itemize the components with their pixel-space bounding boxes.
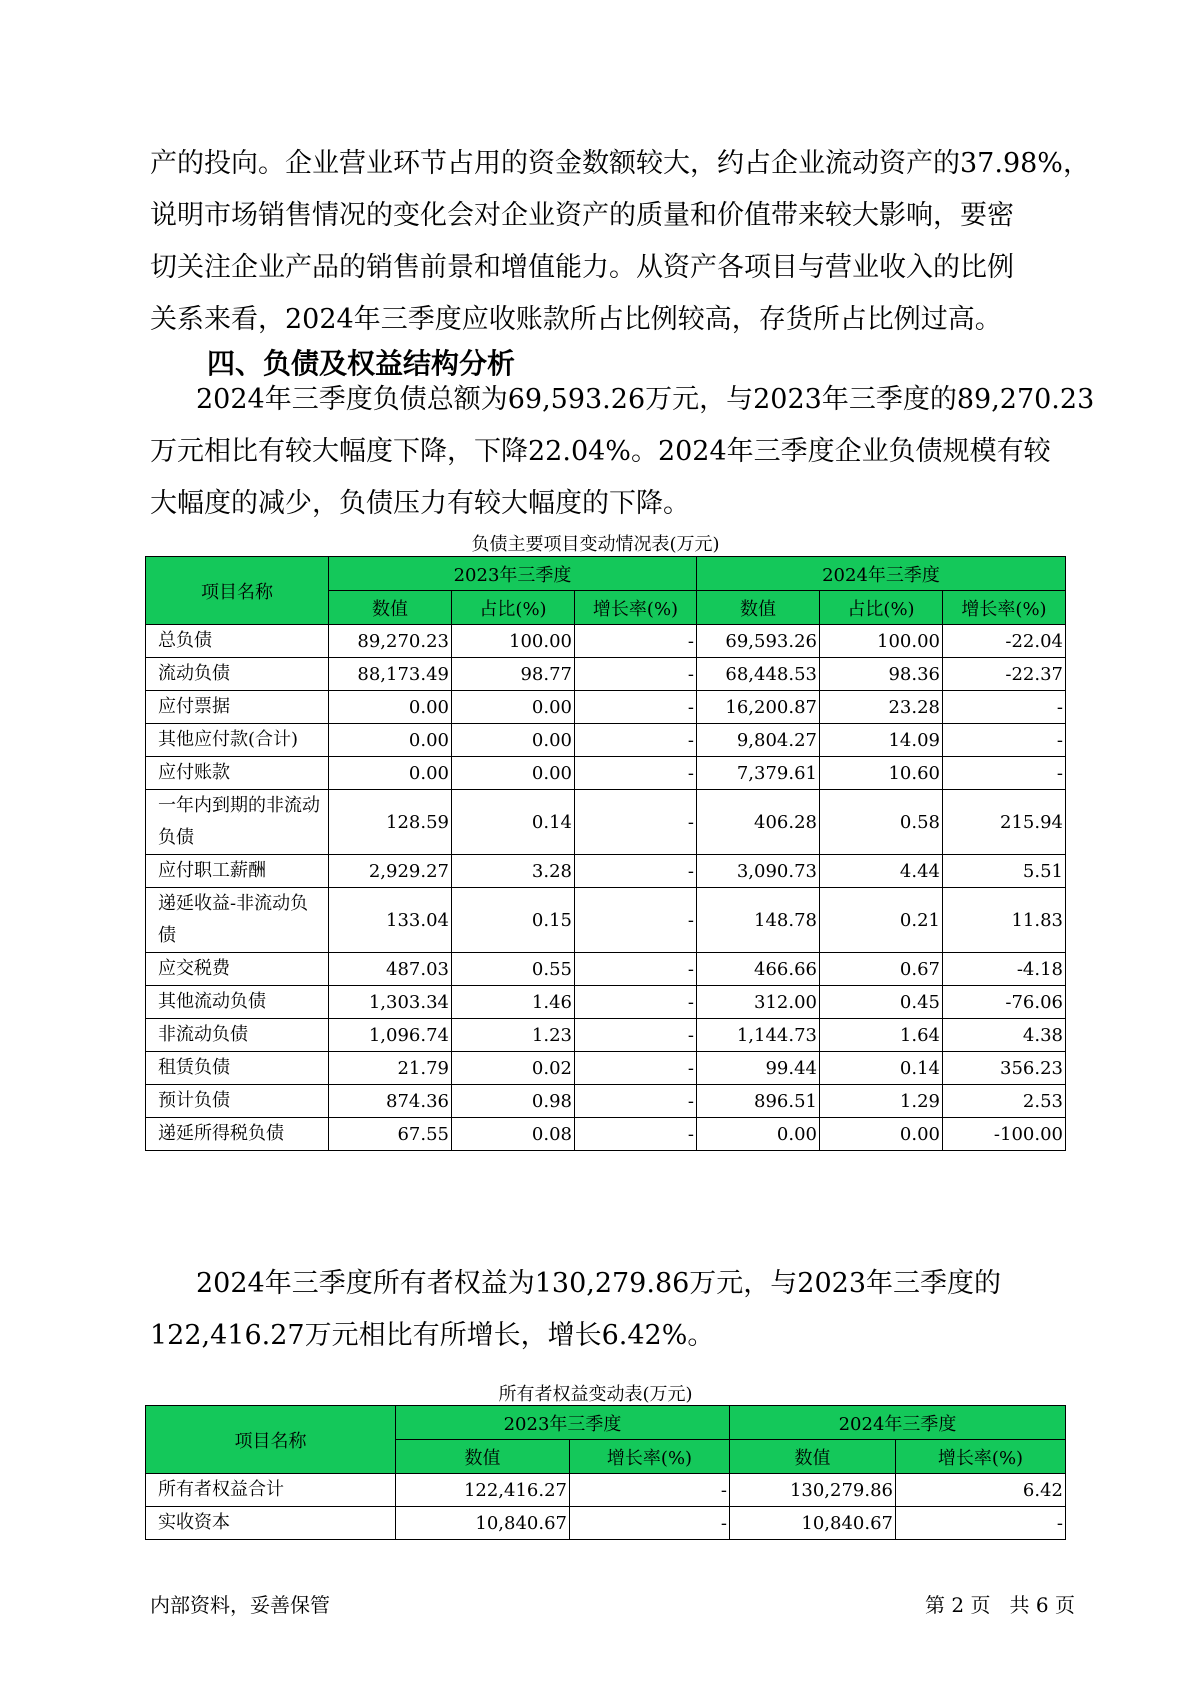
cell-s23: 0.14	[452, 790, 575, 855]
cell-g24: 6.42	[896, 1474, 1066, 1507]
cell-v23: 0.00	[329, 691, 452, 724]
cell-v24: 3,090.73	[697, 855, 820, 888]
table-row	[146, 658, 1066, 691]
cell-v23: 874.36	[329, 1085, 452, 1118]
cell-g23: -	[575, 691, 697, 724]
row-label: 应付票据	[146, 691, 329, 724]
row-label: 其他应付款(合计)	[146, 724, 329, 757]
cell-v23: 67.55	[329, 1118, 452, 1151]
row-label: 应付职工薪酬	[146, 855, 329, 888]
cell-g24: -	[896, 1507, 1066, 1540]
row-label: 递延收益-非流动负债	[146, 888, 329, 953]
cell-v23: 133.04	[329, 888, 452, 953]
table-row	[146, 1118, 1066, 1151]
table-row	[146, 855, 1066, 888]
cell-s24: 23.28	[820, 691, 943, 724]
cell-g23: -	[570, 1507, 730, 1540]
debt-paragraph	[150, 374, 1094, 530]
header-growth: 增长率(%)	[943, 591, 1066, 625]
cell-s24: 98.36	[820, 658, 943, 691]
cell-v24: 7,379.61	[697, 757, 820, 790]
cell-s23: 0.00	[452, 757, 575, 790]
intro-paragraph	[150, 138, 1090, 346]
cell-v23: 0.00	[329, 724, 452, 757]
cell-s23: 98.77	[452, 658, 575, 691]
header-growth: 增长率(%)	[575, 591, 697, 625]
table-row	[146, 1052, 1066, 1085]
cell-v24: 16,200.87	[697, 691, 820, 724]
cell-v23: 122,416.27	[396, 1474, 570, 1507]
cell-v24: 896.51	[697, 1085, 820, 1118]
header-period-2023: 2023年三季度	[329, 557, 697, 591]
cell-v24: 9,804.27	[697, 724, 820, 757]
debt-table-body	[146, 625, 1066, 1151]
cell-g24: 11.83	[943, 888, 1066, 953]
cell-v24: 466.66	[697, 953, 820, 986]
cell-g24: -22.37	[943, 658, 1066, 691]
cell-g24: 4.38	[943, 1019, 1066, 1052]
table-row	[146, 953, 1066, 986]
cell-g23: -	[575, 790, 697, 855]
table-row	[146, 986, 1066, 1019]
cell-v24: 1,144.73	[697, 1019, 820, 1052]
debt-line: 2024年三季度负债总额为69,593.26万元，与2023年三季度的89,270.23	[196, 384, 1095, 415]
cell-s24: 1.29	[820, 1085, 943, 1118]
table-row	[146, 625, 1066, 658]
cell-g23: -	[575, 953, 697, 986]
cell-s24: 0.14	[820, 1052, 943, 1085]
cell-v23: 1,096.74	[329, 1019, 452, 1052]
cell-v24: 10,840.67	[730, 1507, 896, 1540]
cell-v24: 148.78	[697, 888, 820, 953]
row-label: 所有者权益合计	[146, 1474, 396, 1507]
table-row	[146, 691, 1066, 724]
row-label: 实收资本	[146, 1507, 396, 1540]
equity-table-caption: 所有者权益变动表(万元)	[498, 1384, 693, 1405]
row-label: 租赁负债	[146, 1052, 329, 1085]
cell-g24: -22.04	[943, 625, 1066, 658]
cell-g24: -	[943, 724, 1066, 757]
row-label: 非流动负债	[146, 1019, 329, 1052]
cell-s23: 1.46	[452, 986, 575, 1019]
row-label: 应交税费	[146, 953, 329, 986]
cell-v24: 312.00	[697, 986, 820, 1019]
header-value: 数值	[697, 591, 820, 625]
table-row	[146, 1085, 1066, 1118]
header-period-2023: 2023年三季度	[396, 1406, 730, 1440]
cell-g23: -	[575, 757, 697, 790]
header-item-name: 项目名称	[146, 1406, 396, 1474]
header-growth: 增长率(%)	[896, 1440, 1066, 1474]
cell-v23: 1,303.34	[329, 986, 452, 1019]
cell-s23: 0.02	[452, 1052, 575, 1085]
intro-line: 切关注企业产品的销售前景和增值能力。从资产各项目与营业收入的比例	[150, 252, 1014, 283]
cell-g24: 2.53	[943, 1085, 1066, 1118]
row-label: 应付账款	[146, 757, 329, 790]
table-row	[146, 757, 1066, 790]
table-row	[146, 888, 1066, 953]
cell-g23: -	[575, 1019, 697, 1052]
cell-g23: -	[575, 658, 697, 691]
equity-table	[145, 1405, 1066, 1540]
row-label: 总负债	[146, 625, 329, 658]
intro-line: 关系来看，2024年三季度应收账款所占比例较高，存货所占比例过高。	[150, 304, 1002, 335]
header-item-name: 项目名称	[146, 557, 329, 625]
header-value: 数值	[396, 1440, 570, 1474]
cell-s23: 0.08	[452, 1118, 575, 1151]
cell-s24: 0.45	[820, 986, 943, 1019]
cell-s24: 14.09	[820, 724, 943, 757]
debt-line: 万元相比有较大幅度下降，下降22.04%。2024年三季度企业负债规模有较	[150, 436, 1051, 467]
cell-s24: 1.64	[820, 1019, 943, 1052]
cell-s24: 100.00	[820, 625, 943, 658]
cell-g23: -	[575, 625, 697, 658]
row-label: 预计负债	[146, 1085, 329, 1118]
cell-v23: 487.03	[329, 953, 452, 986]
header-value: 数值	[329, 591, 452, 625]
cell-v23: 88,173.49	[329, 658, 452, 691]
cell-g24: -76.06	[943, 986, 1066, 1019]
equity-line: 2024年三季度所有者权益为130,279.86万元，与2023年三季度的	[196, 1268, 1002, 1299]
cell-g24: 5.51	[943, 855, 1066, 888]
table-row	[146, 724, 1066, 757]
cell-g24: -4.18	[943, 953, 1066, 986]
cell-g23: -	[575, 855, 697, 888]
row-label: 一年内到期的非流动负债	[146, 790, 329, 855]
intro-line: 说明市场销售情况的变化会对企业资产的质量和价值带来较大影响，要密	[150, 200, 1014, 231]
cell-v24: 406.28	[697, 790, 820, 855]
debt-table	[145, 556, 1066, 1151]
cell-g23: -	[575, 1085, 697, 1118]
header-growth: 增长率(%)	[570, 1440, 730, 1474]
cell-g23: -	[575, 1118, 697, 1151]
cell-s23: 0.00	[452, 724, 575, 757]
row-label: 其他流动负债	[146, 986, 329, 1019]
cell-v23: 89,270.23	[329, 625, 452, 658]
table-row	[146, 1019, 1066, 1052]
cell-v24: 130,279.86	[730, 1474, 896, 1507]
cell-g23: -	[575, 1052, 697, 1085]
cell-v24: 68,448.53	[697, 658, 820, 691]
header-share: 占比(%)	[452, 591, 575, 625]
row-label: 递延所得税负债	[146, 1118, 329, 1151]
equity-table-body	[146, 1474, 1066, 1540]
intro-line: 产的投向。企业营业环节占用的资金数额较大，约占企业流动资产的37.98%，	[150, 148, 1090, 179]
cell-g24: -	[943, 691, 1066, 724]
cell-g24: -	[943, 757, 1066, 790]
table-row	[146, 790, 1066, 855]
cell-v24: 99.44	[697, 1052, 820, 1085]
equity-paragraph	[150, 1258, 1001, 1362]
cell-s23: 0.00	[452, 691, 575, 724]
footer-page-number: 第 2 页 共 6 页	[925, 1593, 1075, 1617]
header-value: 数值	[730, 1440, 896, 1474]
cell-s24: 0.67	[820, 953, 943, 986]
footer-left: 内部资料，妥善保管	[150, 1593, 330, 1617]
header-period-2024: 2024年三季度	[730, 1406, 1066, 1440]
cell-s23: 0.15	[452, 888, 575, 953]
cell-s23: 1.23	[452, 1019, 575, 1052]
cell-s23: 3.28	[452, 855, 575, 888]
header-share: 占比(%)	[820, 591, 943, 625]
cell-s23: 0.55	[452, 953, 575, 986]
cell-v23: 10,840.67	[396, 1507, 570, 1540]
equity-line: 122,416.27万元相比有所增长，增长6.42%。	[150, 1320, 715, 1351]
cell-s23: 100.00	[452, 625, 575, 658]
cell-s23: 0.98	[452, 1085, 575, 1118]
table-row	[146, 1507, 1066, 1540]
cell-v23: 2,929.27	[329, 855, 452, 888]
table-row	[146, 1474, 1066, 1507]
cell-v23: 21.79	[329, 1052, 452, 1085]
cell-g23: -	[570, 1474, 730, 1507]
cell-v23: 0.00	[329, 757, 452, 790]
cell-g24: 356.23	[943, 1052, 1066, 1085]
cell-g23: -	[575, 888, 697, 953]
header-period-2024: 2024年三季度	[697, 557, 1066, 591]
debt-line: 大幅度的减少，负债压力有较大幅度的下降。	[150, 488, 690, 519]
cell-s24: 0.58	[820, 790, 943, 855]
cell-s24: 0.21	[820, 888, 943, 953]
section-heading: 四、负债及权益结构分析	[207, 347, 516, 380]
cell-s24: 4.44	[820, 855, 943, 888]
cell-s24: 10.60	[820, 757, 943, 790]
row-label: 流动负债	[146, 658, 329, 691]
cell-v24: 0.00	[697, 1118, 820, 1151]
cell-s24: 0.00	[820, 1118, 943, 1151]
cell-g23: -	[575, 986, 697, 1019]
cell-v23: 128.59	[329, 790, 452, 855]
cell-g24: 215.94	[943, 790, 1066, 855]
cell-g24: -100.00	[943, 1118, 1066, 1151]
cell-g23: -	[575, 724, 697, 757]
debt-table-caption: 负债主要项目变动情况表(万元)	[471, 534, 720, 555]
cell-v24: 69,593.26	[697, 625, 820, 658]
